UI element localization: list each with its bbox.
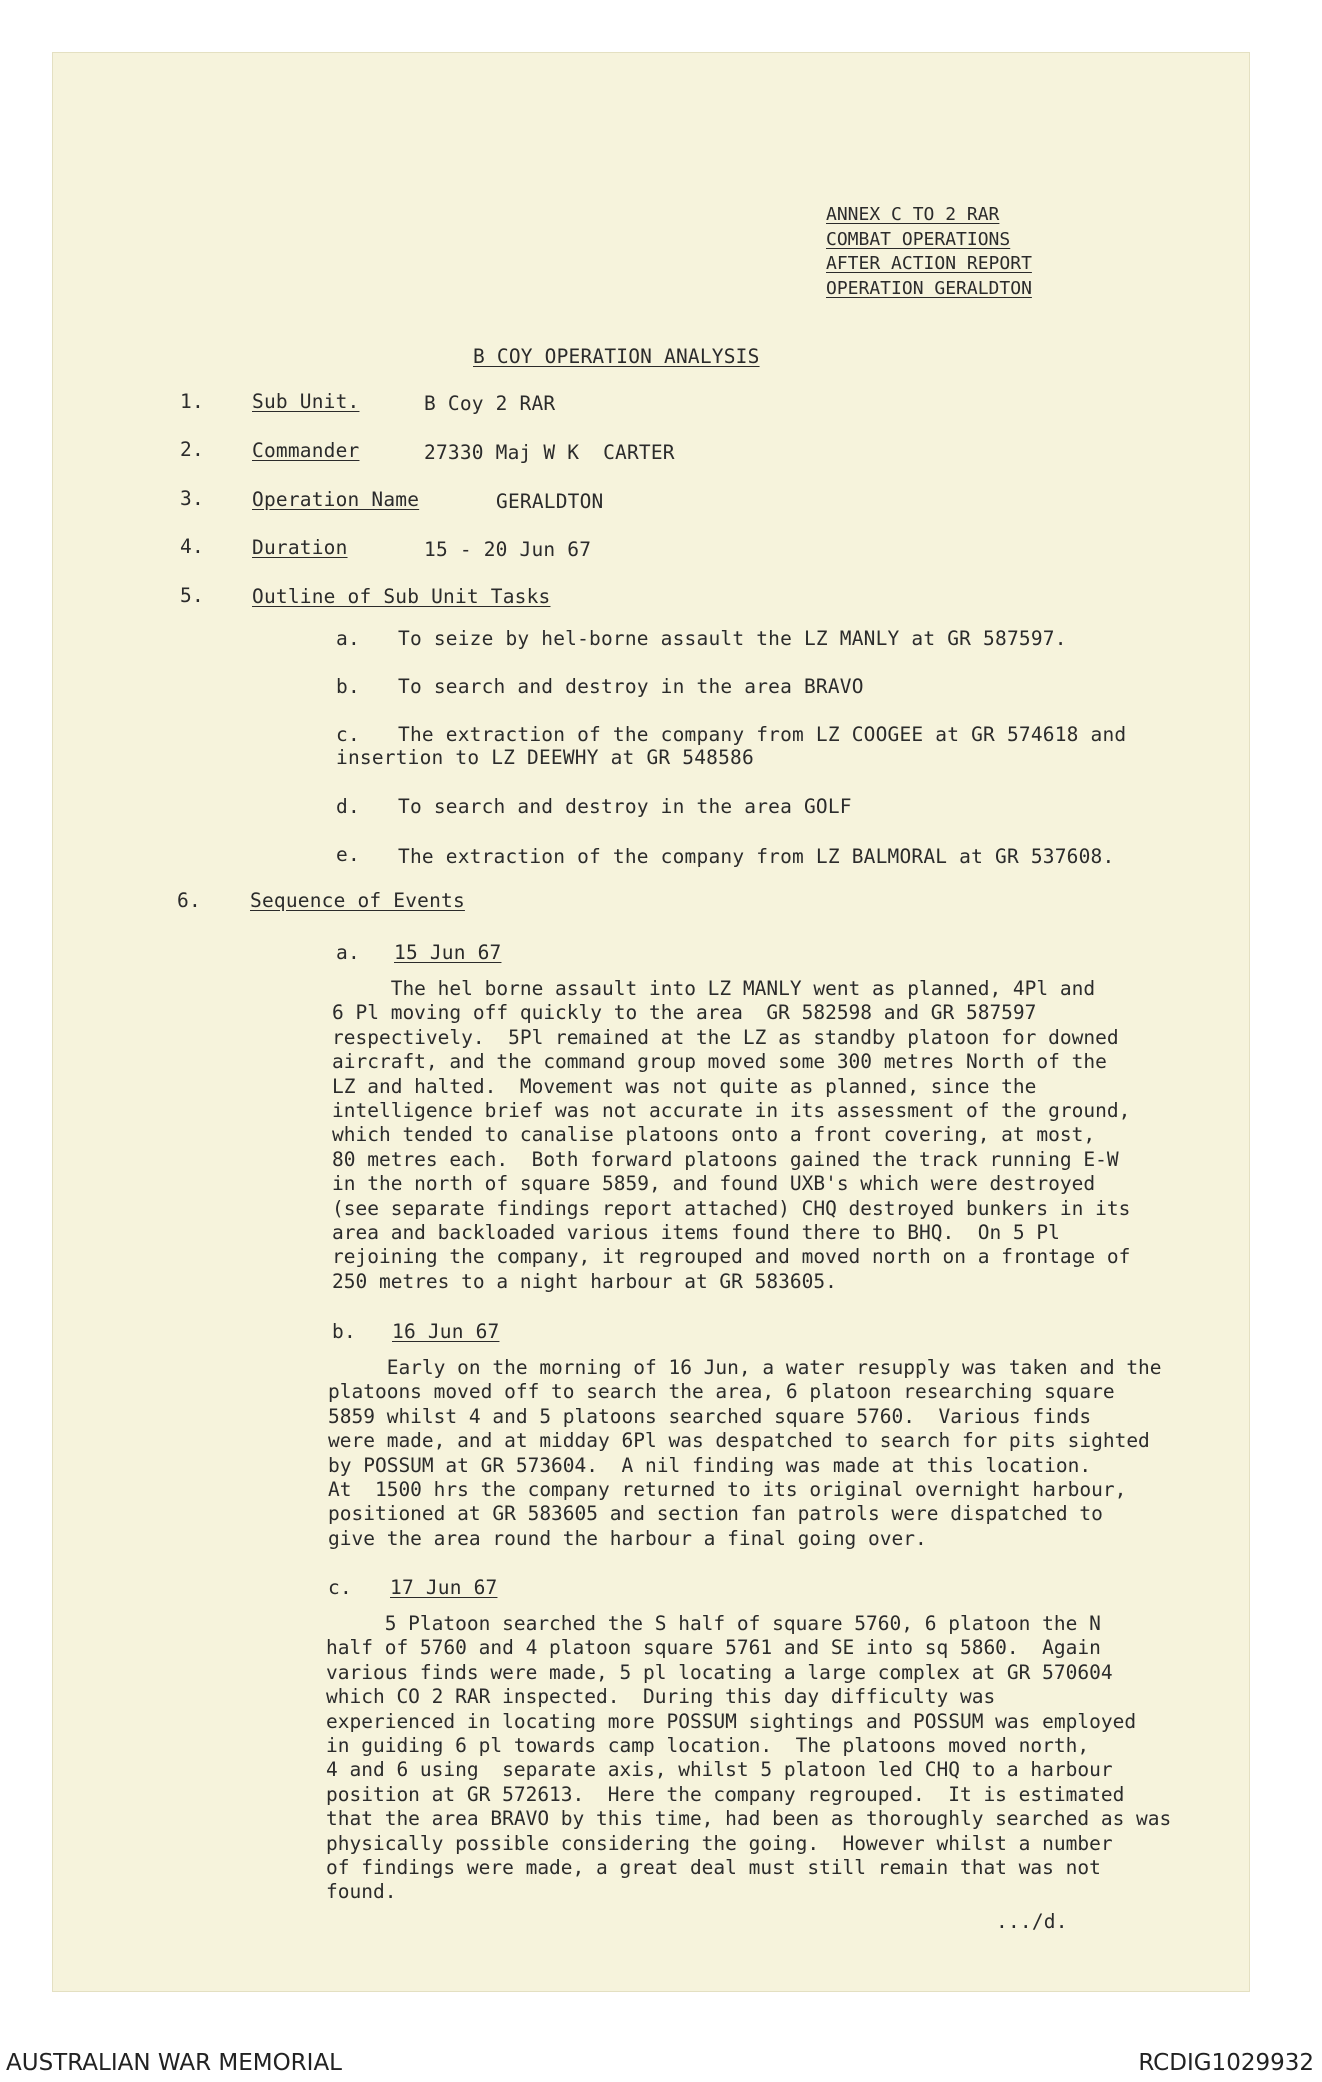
annex-line: ANNEX C TO 2 RAR (826, 204, 1000, 225)
task-text: The extraction of the company from LZ COOGEE at GR 574618 and (398, 723, 1127, 746)
item-value: GERALDTON (496, 490, 604, 513)
item-value: 27330 Maj W K CARTER (424, 441, 675, 464)
item-number: 3. (180, 487, 204, 510)
event-paragraph: Early on the morning of 16 Jun, a water resupply was taken and the platoons moved off to search the area, 6 platoon researching square 5859 whilst 4 and 5 platoons searched square 5760. Various finds were made, and at midday 6Pl was despatched to search for pits sighted by POSSUM at GR 573604. A nil finding was made at this location. At 1500 hrs the company returned to its original overnight harbour, positioned at GR 583605 and section fan patrols were dispatched to give the area round the harbour a final going over. (328, 1356, 1162, 1550)
event-date: 17 Jun 67 (390, 1576, 498, 1599)
task-letter: d. (336, 795, 360, 818)
task-text: To search and destroy in the area GOLF (398, 795, 852, 818)
document-title: B COY OPERATION ANALYSIS (473, 345, 760, 368)
item-number: 5. (180, 584, 204, 607)
event-paragraph: 5 Platoon searched the S half of square 5760, 6 platoon the N half of 5760 and 4 platoon square 5761 and SE into sq 5860. Again various finds were made, 5 pl locating a large complex at GR 570604 which CO 2 RAR inspected. During this day difficulty was experienced in locating more POSSUM sightings and POSSUM was employed in guiding 6 pl towards camp location. The platoons moved north, 4 and 6 using separate axis, whilst 5 platoon led CHQ to a harbour position at GR 572613. Here the company regrouped. It is estimated that the area BRAVO by this time, had been as thoroughly searched as was physically possible considering the going. However whilst a number of findings were made, a great deal must still remain that was not found. (326, 1612, 1172, 1904)
item-label: Duration (252, 536, 348, 559)
footer-reference: RCDIG1029932 (1138, 2050, 1314, 2076)
event-letter: c. (328, 1576, 352, 1599)
continuation-marker: .../d. (996, 1910, 1068, 1933)
item-label: Sub Unit. (252, 390, 360, 413)
section-label-sequence: Sequence of Events (250, 889, 465, 912)
annex-line: COMBAT OPERATIONS (826, 228, 1011, 250)
item-label: Commander (252, 439, 360, 462)
task-text-continued: insertion to LZ DEEWHY at GR 548586 (336, 746, 754, 769)
item-value: B Coy 2 RAR (424, 392, 556, 415)
footer-source: AUSTRALIAN WAR MEMORIAL (6, 2050, 342, 2076)
item-number: 2. (180, 438, 204, 461)
annex-line: OPERATION GERALDTON (826, 277, 1032, 299)
section-label-outline: Outline of Sub Unit Tasks (252, 585, 551, 608)
event-letter: b. (332, 1320, 356, 1343)
task-letter: b. (336, 675, 360, 698)
task-letter: a. (336, 627, 360, 650)
event-date: 16 Jun 67 (392, 1320, 500, 1343)
item-label: Operation Name (252, 488, 420, 511)
task-text: To seize by hel-borne assault the LZ MANLY at GR 587597. (398, 627, 1067, 650)
task-text: To search and destroy in the area BRAVO (398, 675, 864, 698)
item-number: 1. (180, 390, 204, 413)
task-letter: e. (336, 843, 360, 866)
task-text: The extraction of the company from LZ BALMORAL at GR 537608. (398, 845, 1115, 868)
event-paragraph: The hel borne assault into LZ MANLY went as planned, 4Pl and 6 Pl moving off quickly to the area GR 582598 and GR 587597 respectively. 5Pl remained at the LZ as standby platoon for downed aircraft, and the command group moved some 300 metres North of the LZ and halted. Movement was not quite as planned, since the intelligence brief was not accurate in its assessment of the ground, which tended to canalise platoons onto a front covering, at most, 80 metres each. Both forward platoons gained the track running E-W in the north of square 5859, and found UXB's which were destroyed (see separate findings report attached) CHQ destroyed bunkers in its area and backloaded various items found there to BHQ. On 5 Pl rejoining the company, it regrouped and moved north on a frontage of 250 metres to a night harbour at GR 583605. (332, 977, 1131, 1293)
event-letter: a. (336, 941, 360, 964)
annex-line: AFTER ACTION REPORT (826, 253, 1032, 274)
annex-heading (826, 203, 1032, 301)
item-value: 15 - 20 Jun 67 (424, 538, 592, 561)
task-letter: c. (336, 723, 360, 746)
item-number: 6. (177, 889, 201, 912)
event-date: 15 Jun 67 (394, 941, 502, 964)
item-number: 4. (180, 535, 204, 558)
